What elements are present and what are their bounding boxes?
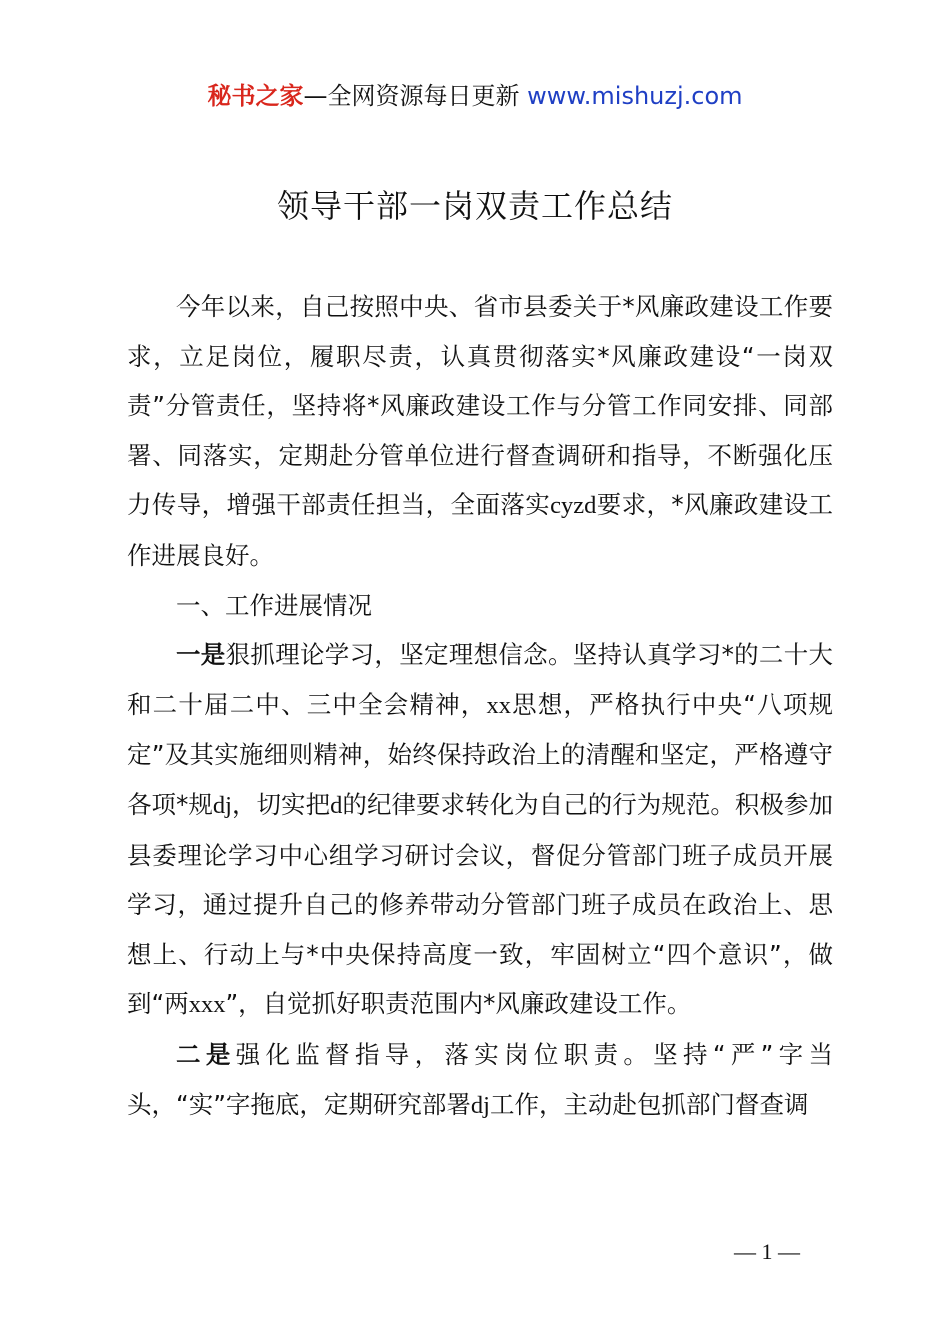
text-segment: d [330,791,343,819]
site-url-link[interactable]: www.mishuzj.com [527,82,743,110]
point-lead: 二是 [176,1039,236,1069]
point-lead: 一是 [176,640,226,670]
section-heading [127,581,833,631]
text-segment: 的纪律要求转化为自己的行为规范。积极参加县委理论学习中心组学习研讨会议，督促分管部门班子成员开展学习，通过提升自己的修养带动分管部门班子成员在政治上、思想上、行动上与*中央保持高度一致，牢固树立“四个意识”，做到“两 [127,789,834,1019]
intro-paragraph [127,282,833,581]
heading-text: 一、工作进展情况 [176,590,372,620]
text-segment: ，切实把 [231,789,331,819]
text-segment: 狠抓理论学习，坚定理想信念。坚持认真学习*的二十大和二十届二中、三中全会精神， [127,640,834,719]
text-segment: dj [470,1091,490,1119]
text-segment: 强化监督指导，落实岗位职责。坚持“严”字当头，“实”字拖底，定期研究部署 [127,1039,834,1119]
text-segment: 工作，主动赴包抓部门督查调 [489,1089,809,1119]
page-footer [0,1236,950,1268]
header-tagline: —全网资源每日更新 [303,82,520,110]
text-segment: 思想，严格执行中央“八项规定”及其实施细则精神，始终保持政治上的清醒和坚定，严格遵守各项*规 [127,689,834,819]
point-one-paragraph [127,630,833,1030]
text-segment: ”，自觉抓好职责范围内*风廉政建设工作。 [225,989,692,1019]
document-title: 领导干部一岗双责工作总结 [276,187,673,225]
brand-name: 秘书之家 [207,82,304,110]
text-segment: xxx [188,991,226,1019]
document-body [127,282,833,1130]
point-two-paragraph [127,1030,833,1130]
text-segment: dj [212,791,232,819]
site-header [0,78,950,114]
text-segment: cyzd [550,492,597,520]
text-segment: xx [486,691,511,719]
text-segment: 今年以来，自己按照中央、省市县委关于*风廉政建设工作要求，立足岗位，履职尽责，认真贯彻落实*风廉政建设“一岗双责”分管责任，坚持将*风廉政建设工作与分管工作同安排、同部署、同落实，定期赴分管单位进行督查调研和指导，不断强化压力传导，增强干部责任担当，全面落实 [127,292,833,520]
page-number: — 1 — [734,1239,800,1264]
text-segment: 要求，*风廉政建设工作进展良好。 [127,490,833,570]
